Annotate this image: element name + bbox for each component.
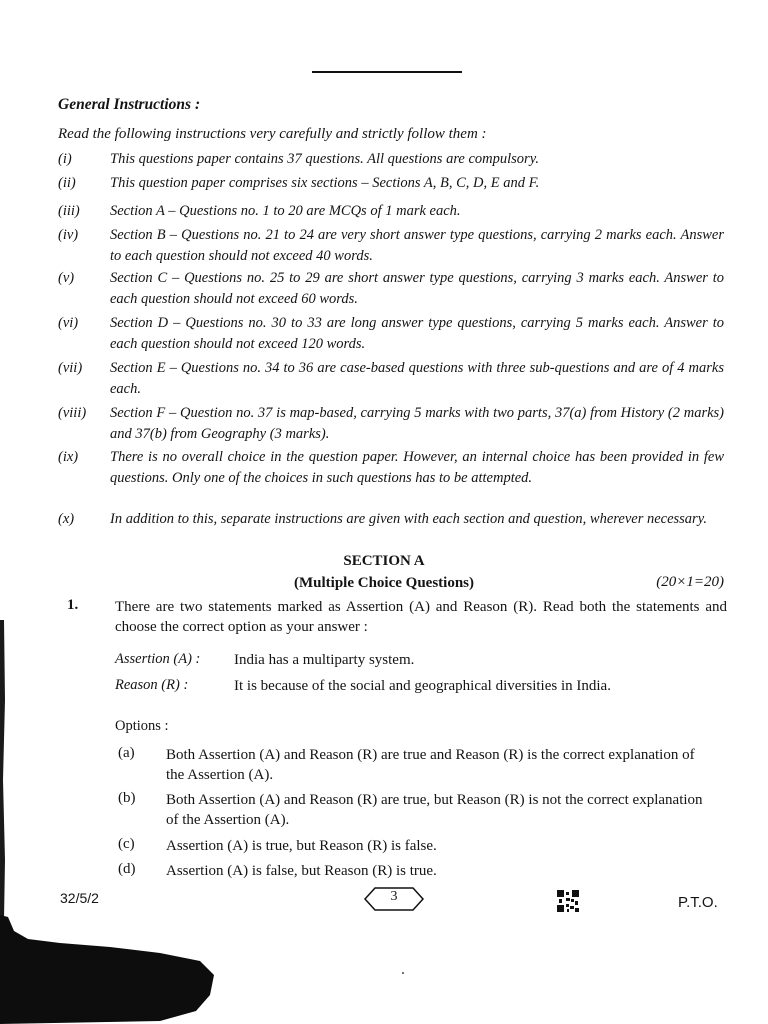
instruction-text: Section E – Questions no. 34 to 36 are case-based questions with three sub-questions and are of 4 marks each. [110,360,724,397]
scan-corner-shadow [0,915,220,1024]
instruction-number: (x) [58,511,75,527]
instruction-number: (iii) [58,203,80,219]
option-text: Assertion (A) is true, but Reason (R) is false. [166,838,437,854]
instruction-number: (ii) [58,175,76,191]
qr-code-icon [557,890,579,912]
instruction-number: (vii) [58,360,83,376]
instruction-number: (iv) [58,227,79,243]
instruction-item [58,358,724,400]
instruction-text: Section A – Questions no. 1 to 20 are MCQs of 1 mark each. [110,203,461,219]
instruction-item [58,509,724,530]
instruction-text: This question paper comprises six sections – Sections A, B, C, D, E and F. [110,175,540,191]
instruction-text: In addition to this, separate instructions are given with each section and question, wherever necessary. [110,511,707,527]
instruction-item [58,313,724,355]
question-number: 1. [67,597,79,613]
paper-code: 32/5/2 [60,890,99,906]
section-heading: SECTION A [343,553,425,569]
instruction-item [58,225,724,267]
instruction-number: (i) [58,151,72,167]
instruction-text: Section B – Questions no. 21 to 24 are very short answer type questions, carrying 2 marks each. Answer to each question should not exceed 40 words. [110,227,724,264]
instruction-text: This questions paper contains 37 questions. All questions are compulsory. [110,151,539,167]
assertion-text: India has a multiparty system. [234,652,415,668]
option-key: (a) [118,745,135,761]
option-key: (d) [118,861,136,877]
instruction-number: (viii) [58,405,87,421]
options-label: Options : [115,718,169,734]
instruction-item [58,403,724,445]
section-marks: (20×1=20) [656,574,724,590]
instruction-text: There is no overall choice in the question paper. However, an internal choice has been provided in few questions. Only one of the choices in such questions has to be attempted. [110,449,724,486]
instruction-text: Section C – Questions no. 25 to 29 are short answer type questions, carrying 3 marks each. Answer to each question should not exceed 60 words. [110,270,724,307]
option-key: (c) [118,836,135,852]
question-text: There are two statements marked as Assertion (A) and Reason (R). Read both the statements and choose the correct option as your answer : [115,599,727,635]
assertion-label: Assertion (A) : [115,651,201,667]
scan-margin-shadow [0,620,10,920]
section-subheading: (Multiple Choice Questions) [294,575,474,591]
top-rule [312,71,462,73]
instruction-text: Section F – Question no. 37 is map-based, carrying 5 marks with two parts, 37(a) from History (2 marks) and 37(b) from Geography (3 marks). [110,405,724,442]
pto-label: P.T.O. [678,894,718,911]
reason-label: Reason (R) : [115,677,189,693]
general-instructions-intro: Read the following instructions very carefully and strictly follow them : [58,126,487,142]
instruction-item [58,268,724,310]
instruction-item [58,447,724,489]
general-instructions-title: General Instructions : [58,96,201,113]
reason-text: It is because of the social and geographical diversities in India. [234,678,611,694]
option-key: (b) [118,790,136,806]
instruction-number: (vi) [58,315,79,331]
instruction-item [58,173,724,194]
option-text: Both Assertion (A) and Reason (R) are true and Reason (R) is the correct explanation of the Assertion (A). [166,747,695,783]
instruction-number: (ix) [58,449,79,465]
scan-speck [402,972,404,974]
instruction-number: (v) [58,270,75,286]
page-number: 3 [390,889,398,904]
option-text: Assertion (A) is false, but Reason (R) is true. [166,863,437,879]
instruction-item [58,149,724,170]
instruction-item [58,201,724,222]
instruction-text: Section D – Questions no. 30 to 33 are long answer type questions, carrying 5 marks each. Answer to each question should not exceed 120 words. [110,315,724,352]
option-text: Both Assertion (A) and Reason (R) are true, but Reason (R) is not the correct explanation of the Assertion (A). [166,792,703,828]
